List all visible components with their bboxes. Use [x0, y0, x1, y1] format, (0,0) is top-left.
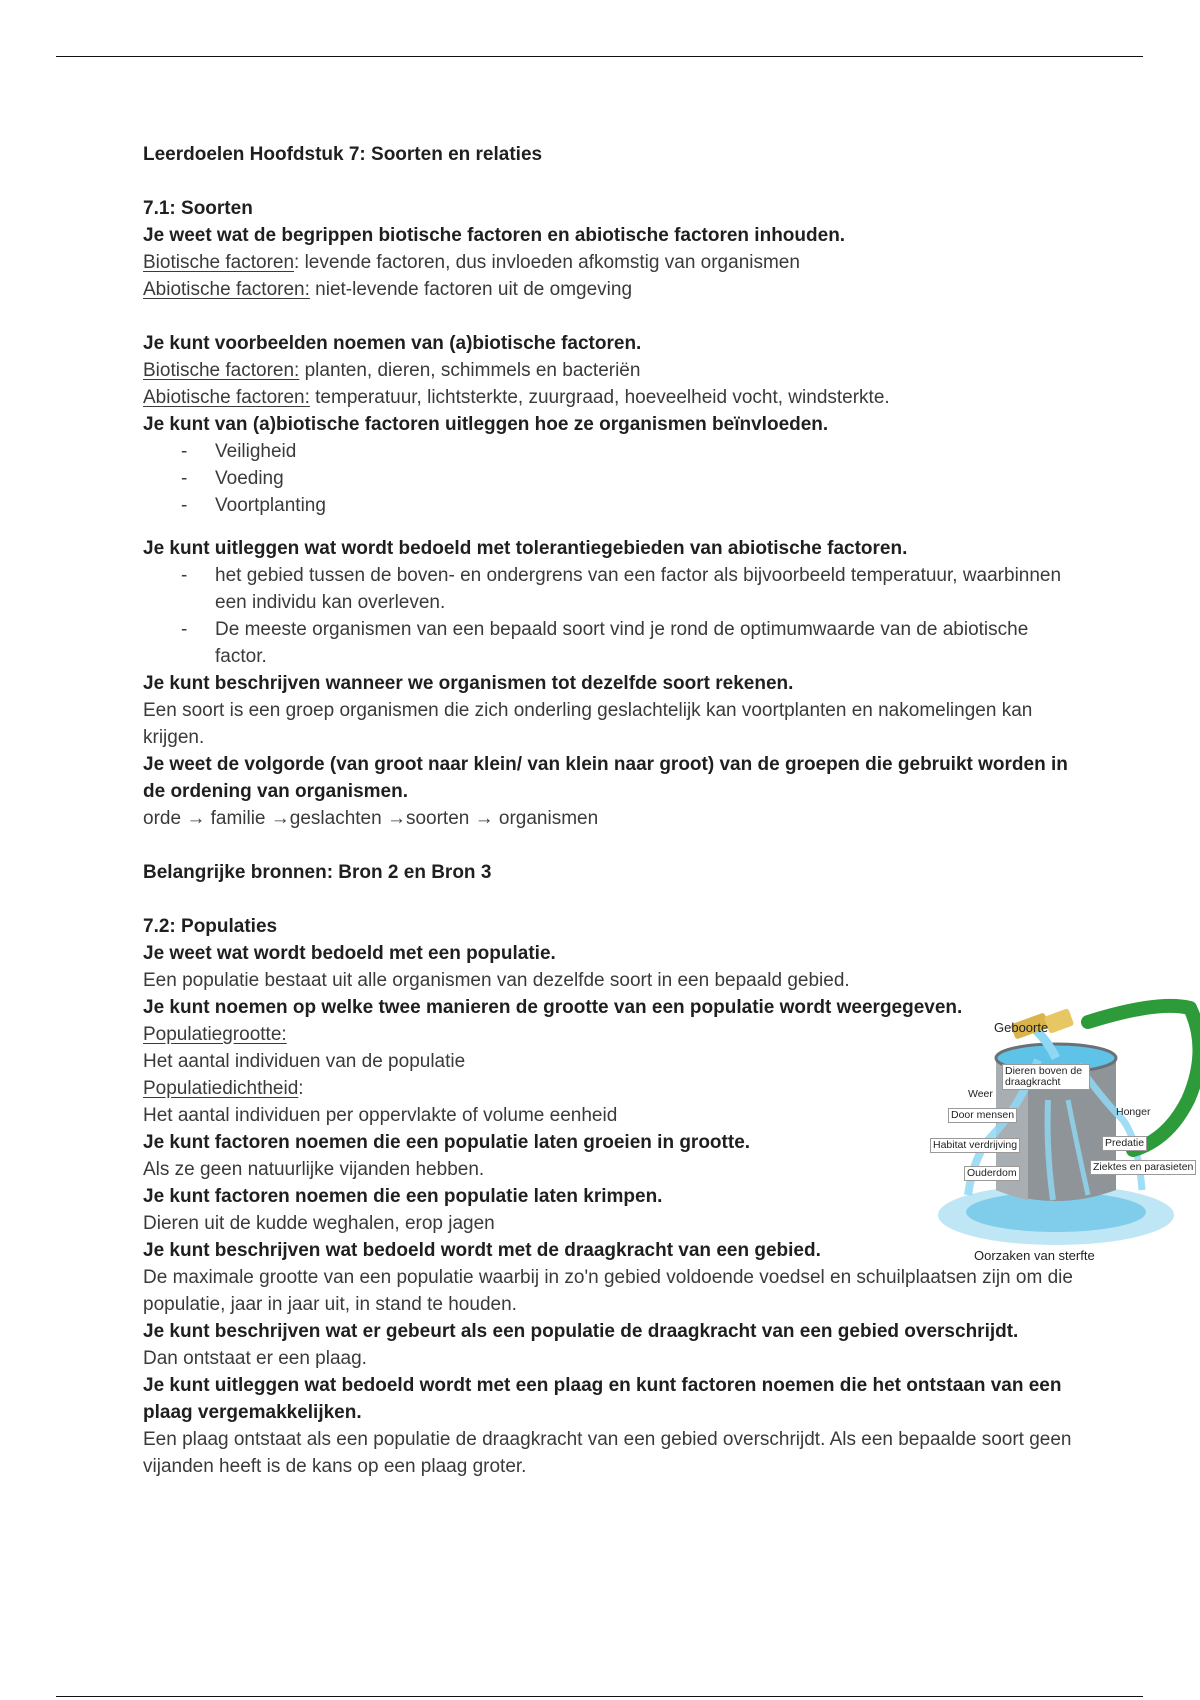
- answer-exceed-capacity: Dan ontstaat er een plaag.: [143, 1348, 367, 1369]
- goal-carrying-capacity: Je kunt beschrijven wat bedoeld wordt met de draagkracht van een gebied.: [143, 1240, 821, 1261]
- hose: [1133, 1008, 1200, 1150]
- section-heading-populaties: 7.2: Populaties: [143, 916, 278, 937]
- label-disease: Ziektes en parasieten: [1090, 1160, 1196, 1175]
- label-weather: Weer: [968, 1088, 993, 1100]
- important-sources: Belangrijke bronnen: Bron 2 en Bron 3: [143, 862, 492, 883]
- answer-population-density: Het aantal individuen per oppervlakte of volume eenheid: [143, 1105, 618, 1126]
- arrow-right-icon: →: [270, 808, 290, 829]
- list-item: - Veiligheid: [143, 438, 1083, 465]
- examples-abiotic: Abiotische factoren: temperatuur, lichtsterkte, zuurgraad, hoeveelheid vocht, windsterkte.: [143, 387, 890, 408]
- term-abiotic: Abiotische factoren:: [143, 279, 310, 300]
- label-old-age: Ouderdom: [964, 1166, 1020, 1181]
- goal-plague: Je kunt uitleggen wat bedoeld wordt met een plaag en kunt factoren noemen die het ontstaan van een plaag vergemakkelijken.: [143, 1375, 1062, 1423]
- answer-growth: Als ze geen natuurlijke vijanden hebben.: [143, 1159, 485, 1180]
- influence-list: [143, 438, 1083, 519]
- list-item: - het gebied tussen de boven- en ondergrens van een factor als bijvoorbeeld temperatuur, waarbinnen een individu kan overleven.: [143, 562, 1083, 616]
- list-item: - De meeste organismen van een bepaald soort vind je rond de optimumwaarde van de abiotische factor.: [143, 616, 1083, 670]
- answer-population-size: Het aantal individuen van de populatie: [143, 1051, 466, 1072]
- footer-rule: [56, 1696, 1143, 1697]
- arrow-right-icon: →: [386, 808, 406, 829]
- label-birth: Geboorte: [994, 1020, 1049, 1035]
- label-humans: Door mensen: [948, 1108, 1017, 1123]
- classification-order: orde → familie →geslachten →soorten → organismen: [143, 808, 599, 829]
- answer-species: Een soort is een groep organismen die zich onderling geslachtelijk kan voortplanten en nakomelingen kan krijgen.: [143, 700, 1033, 748]
- section-heading-soorten: 7.1: Soorten: [143, 198, 253, 219]
- list-item: - Voortplanting: [143, 492, 1083, 519]
- goal-population-size: Je kunt noemen op welke twee manieren de grootte van een populatie wordt weergegeven.: [143, 997, 963, 1018]
- label-habitat: Habitat verdrijving: [930, 1138, 1020, 1153]
- label-predation: Predatie: [1102, 1136, 1147, 1151]
- answer-population: Een populatie bestaat uit alle organismen van dezelfde soort in een bepaald gebied.: [143, 970, 850, 991]
- goal-population: Je weet wat wordt bedoeld met een populatie.: [143, 943, 556, 964]
- term-population-size: Populatiegrootte:: [143, 1024, 287, 1045]
- answer-carrying-capacity: De maximale grootte van een populatie waarbij in zo'n gebied voldoende voedsel en schuilplaatsen zijn om die populatie, jaar in jaar uit, in stand te houden.: [143, 1267, 1073, 1315]
- goal-growth: Je kunt factoren noemen die een populatie laten groeien in grootte.: [143, 1132, 751, 1153]
- goal-species: Je kunt beschrijven wanneer we organismen tot dezelfde soort rekenen.: [143, 673, 794, 694]
- figure-caption: Oorzaken van sterfte: [974, 1248, 1095, 1263]
- label-hunger: Honger: [1116, 1106, 1151, 1118]
- answer-plague: Een plaag ontstaat als een populatie de draagkracht van een gebied overschrijdt. Als een bepaalde soort geen vijanden heeft is de kans op een plaag groter.: [143, 1429, 1072, 1477]
- answer-shrink: Dieren uit de kudde weghalen, erop jagen: [143, 1213, 495, 1234]
- document-body: [143, 141, 1083, 1480]
- arrow-right-icon: →: [186, 808, 206, 829]
- goal-shrink: Je kunt factoren noemen die een populatie laten krimpen.: [143, 1186, 663, 1207]
- goal-influence: Je kunt van (a)biotische factoren uitleggen hoe ze organismen beïnvloeden.: [143, 414, 829, 435]
- examples-biotic: Biotische factoren: planten, dieren, schimmels en bacteriën: [143, 360, 641, 381]
- header-rule: [56, 56, 1143, 57]
- document-title: Leerdoelen Hoofdstuk 7: Soorten en relaties: [143, 144, 543, 165]
- definition-biotic: Biotische factoren: levende factoren, dus invloeden afkomstig van organismen: [143, 252, 800, 273]
- goal-examples: Je kunt voorbeelden noemen van (a)biotische factoren.: [143, 333, 642, 354]
- label-above-capacity: Dieren boven de draagkracht: [1002, 1064, 1090, 1090]
- goal-tolerance: Je kunt uitleggen wat wordt bedoeld met tolerantiegebieden van abiotische factoren.: [143, 538, 908, 559]
- tolerance-list: [143, 562, 1083, 670]
- term-population-density: Populatiedichtheid: [143, 1078, 299, 1099]
- arrow-right-icon: →: [474, 808, 494, 829]
- population-diagram: [928, 990, 1200, 1263]
- goal-biotic-concepts: Je weet wat de begrippen biotische factoren en abiotische factoren inhouden.: [143, 225, 846, 246]
- definition-abiotic: Abiotische factoren: niet-levende factoren uit de omgeving: [143, 279, 633, 300]
- list-item: - Voeding: [143, 465, 1083, 492]
- term-biotic: Biotische factoren: [143, 252, 295, 273]
- term-density-line: Populatiedichtheid:: [143, 1078, 304, 1099]
- goal-order: Je weet de volgorde (van groot naar klein/ van klein naar groot) van de groepen die gebruikt worden in de ordening van organismen.: [143, 754, 1068, 802]
- goal-exceed-capacity: Je kunt beschrijven wat er gebeurt als een populatie de draagkracht van een gebied overschrijdt.: [143, 1321, 1019, 1342]
- barrel-hose-illustration: [928, 990, 1200, 1260]
